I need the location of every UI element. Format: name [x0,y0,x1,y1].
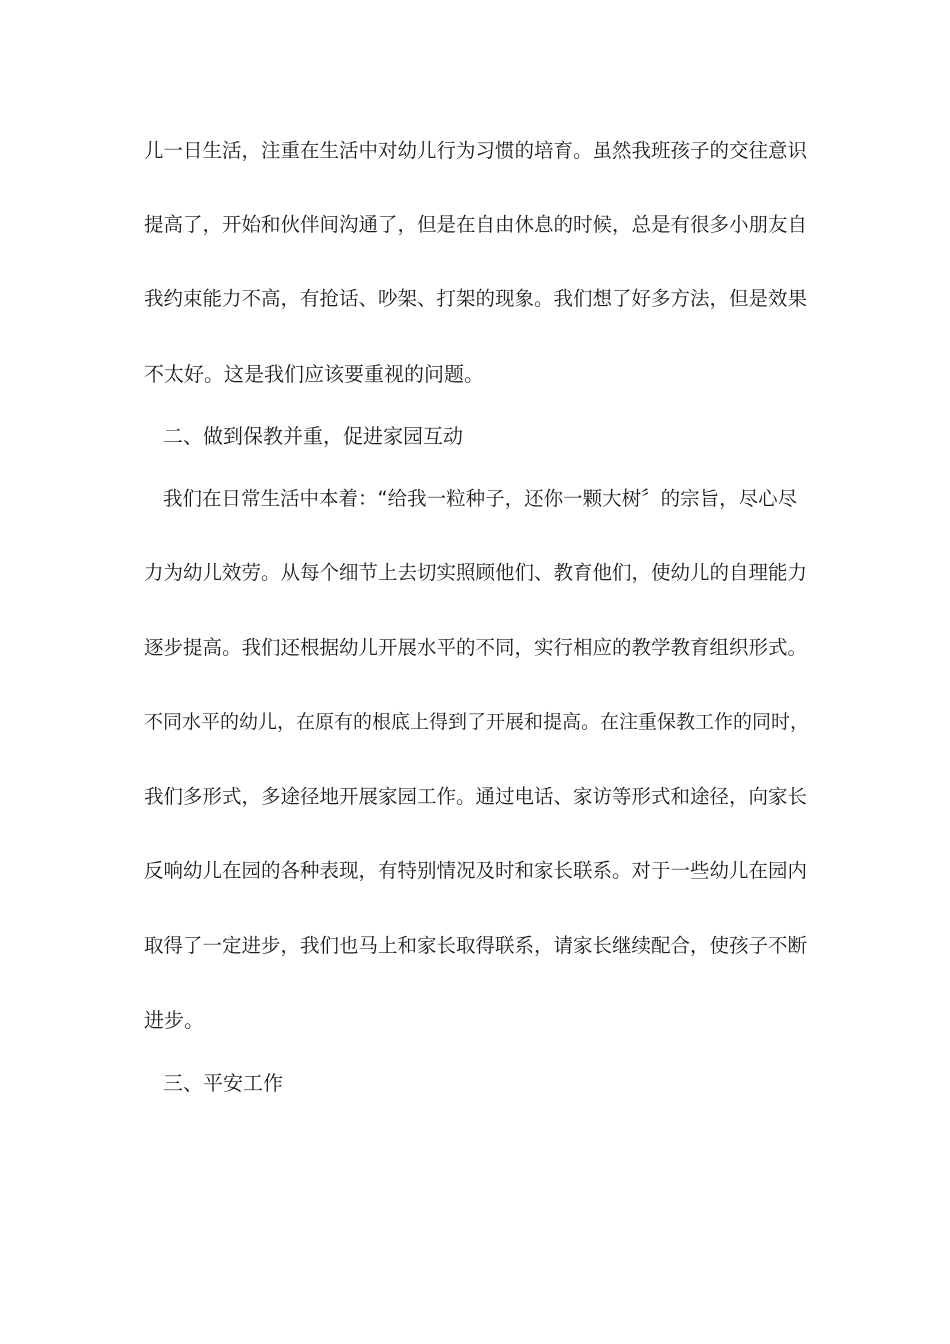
paragraph-line: 进步。 [144,1008,204,1032]
paragraph-line: 我约束能力不高，有抢话、吵架、打架的现象。我们想了好多方法，但是效果 [144,287,808,310]
paragraph-line: 提高了，开始和伙伴间沟通了，但是在自由休息的时候，总是有很多小朋友自 [144,213,808,236]
paragraph-line: 我们在日常生活中本着：“给我一粒种子，还你一颗大树〞的宗旨，尽心尽 [163,487,798,510]
section-heading: 三、平安工作 [163,1071,283,1095]
paragraph-line: 力为幼儿效劳。从每个细节上去切实照顾他们、教育他们，使幼儿的自理能力 [144,561,808,584]
paragraph-line: 取得了一定进步，我们也马上和家长取得联系，请家长继续配合，使孩子不断 [144,934,808,957]
paragraph-line: 不同水平的幼儿，在原有的根底上得到了开展和提高。在注重保教工作的同时， [144,711,810,733]
paragraph-line: 儿一日生活，注重在生活中对幼儿行为习惯的培育。虽然我班孩子的交往意识 [144,139,808,162]
paragraph-line: 逐步提高。我们还根据幼儿开展水平的不同，实行相应的教学教育组织形式。 [144,636,808,659]
paragraph-line: 反响幼儿在园的各种表现，有特别情况及时和家长联系。对于一些幼儿在园内 [144,859,808,882]
section-heading: 二、做到保教并重，促进家园互动 [163,424,463,448]
paragraph-line: 不太好。这是我们应该要重视的问题。 [144,362,484,386]
paragraph-line: 我们多形式，多途径地开展家园工作。通过电话、家访等形式和途径，向家长 [144,785,808,808]
